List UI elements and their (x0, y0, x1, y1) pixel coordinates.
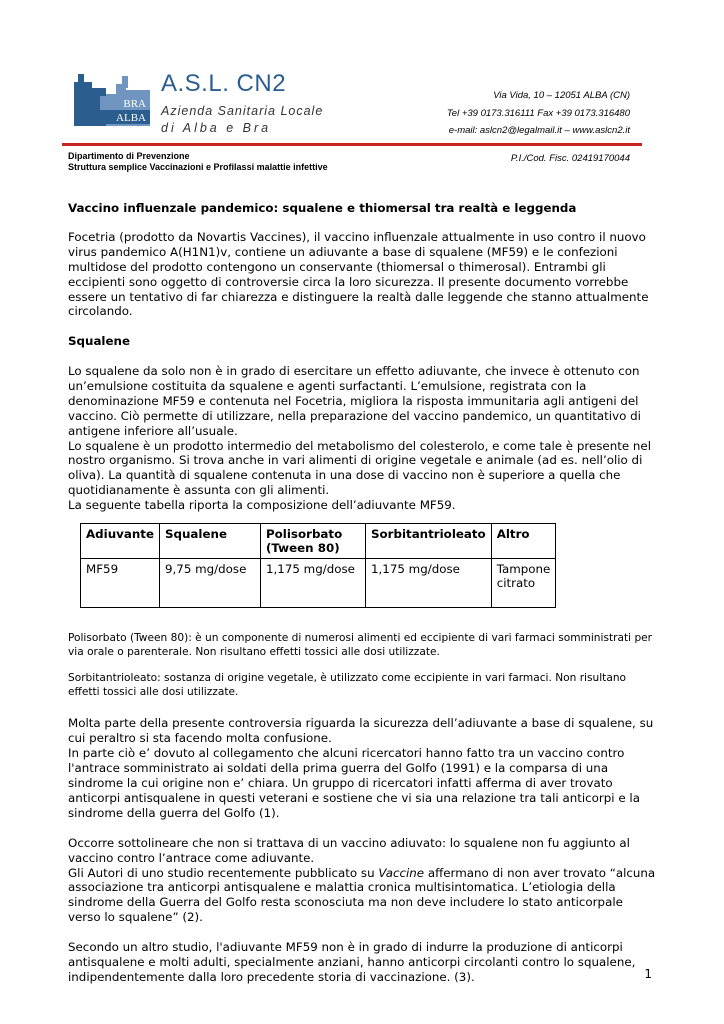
vat-number: P.I./Cod. Fisc. 02419170044 (510, 153, 630, 164)
org-name: A.S.L. CN2 (161, 70, 287, 97)
study-text-before: Gli Autori di uno studio recentemente pubblicato su (68, 865, 379, 880)
asl-logo (72, 72, 152, 126)
email-web: e-mail: aslcn2@legalmail.it – www.aslcn2.it (448, 125, 630, 136)
table-row (81, 559, 556, 608)
table-cell: 1,175 mg/dose (365, 559, 491, 608)
table-header-row (81, 524, 556, 559)
logo-tag-bottom: ALBA (116, 112, 146, 124)
composition-table (80, 523, 556, 608)
document-body (68, 201, 658, 985)
section-heading-squalene: Squalene (68, 334, 130, 349)
table-header-cell: Sorbitantrioleato (365, 524, 491, 559)
squalene-paragraph-2: Lo squalene è un prodotto intermedio del metabolismo del colesterolo, e come tale è presente nel nostro organismo. Si trova anche in vari alimenti di origine vegetale e animale (ad es. nell’olio di oliva). La quantità di squalene contenuta in una dose di vaccino non è superiore a quella che quotidianamente è assunta con gli alimenti. (68, 438, 652, 498)
org-location: di Alba e Bra (161, 121, 272, 135)
table-cell: Tampone citrato (491, 559, 556, 608)
squalene-paragraph-3: La seguente tabella riporta la composizione dell’adiuvante MF59. (68, 498, 456, 513)
header-rule (62, 143, 642, 146)
phone-fax: Tel +39 0173.316111 Fax +39 0173.316480 (446, 108, 630, 119)
footnote-sorbitantrioleato: Sorbitantrioleato: sostanza di origine vegetale, è utilizzato come eccipiente in vari farmaci. Non risultano effetti tossici alle dosi utilizzate. (68, 672, 627, 698)
footnote-polisorbato: Polisorbato (Tween 80): è un componente di numerosi alimenti ed eccipiente di vari farmaci somministrati per via orale o parenterale. Non risultano effetti tossici alle dosi utilizzate. (68, 632, 653, 658)
paragraph-gulf-war: In parte ciò e’ dovuto al collegamento che alcuni ricercatori hanno fatto tra un vaccino contro l'antrace somministrato ai soldati della prima guerra del Golfo (1991) e la comparsa di una sindrome la cui origine non e’ chiara. Un gruppo di ricercatori infatti afferma di aver trovato anticorpi antisqualene in questi veterani e sostiene che vi sia una relazione tra tali anticorpi e la sindrome della guerra del Golfo (1). (68, 746, 640, 820)
study-text-after: affermano di non aver trovato “alcuna associazione tra anticorpi antisqualene e malattia cronica multisintomatica. L’etiologia della sindrome della Guerra del Golfo resta sconosciuta ma non deve includere lo stato anticorpale verso lo squalene” (2). (68, 865, 656, 925)
table-header-cell: Polisorbato (Tween 80) (260, 524, 365, 559)
department: Dipartimento di Prevenzione (68, 151, 190, 161)
squalene-paragraph-1: Lo squalene da solo non è in grado di esercitare un effetto adiuvante, che invece è ottenuto con un’emulsione costituita da squalene e agenti surfactanti. L’emulsione, registrata con la denominazione MF59 e contenuta nel Focetria, migliora la risposta immunitaria agli antigeni del vaccino. Ciò permette di utilizzare, nella preparazione del vaccino pandemico, un quantitativo di antigene inferiore all’usuale. (68, 364, 641, 438)
document-title: Vaccino influenzale pandemico: squalene e thiomersal tra realtà e leggenda (68, 201, 577, 215)
department-block (68, 151, 328, 173)
journal-name: Vaccine (378, 865, 425, 880)
paragraph-not-adjuvated: Occorre sottolineare che non si trattava di un vaccino adiuvato: lo squalene non fu aggiunto al vaccino contro l’antrace come adiuvante. (68, 835, 630, 865)
table-cell: MF59 (81, 559, 160, 608)
intro-paragraph: Focetria (prodotto da Novartis Vaccines), il vaccino influenzale attualmente in uso contro il nuovo virus pandemico A(H1N1)v, contiene un adiuvante a base di squalene (MF59) e le confezioni multidose del prodotto contengono un conservante (thiomersal o thimerosal). Entrambi gli eccipienti sono oggetto di controversie circa la loro sicurezza. Il presente documento vorrebbe essere un tentativo di far chiarezza e distinguere la realtà dalle leggende che stanno attualmente circolando. (68, 229, 649, 319)
table-header-cell: Squalene (159, 524, 260, 559)
logo-tag-top: BRA (123, 98, 146, 110)
table-header-cell: Adiuvante (81, 524, 160, 559)
paragraph-controversy: Molta parte della presente controversia riguarda la sicurezza dell’adiuvante a base di squalene, su cui peraltro si sta facendo molta confusione. (68, 716, 654, 746)
page-number: 1 (644, 967, 652, 981)
structure: Struttura semplice Vaccinazioni e Profilassi malattie infettive (68, 162, 328, 172)
paragraph-vaccine-study (68, 866, 658, 926)
org-subtitle: Azienda Sanitaria Locale (161, 104, 324, 118)
address: Via Vida, 10 – 12051 ALBA (CN) (493, 90, 630, 101)
table-cell: 9,75 mg/dose (159, 559, 260, 608)
table-cell: 1,175 mg/dose (260, 559, 365, 608)
table-header-cell: Altro (491, 524, 556, 559)
paragraph-mf59-study: Secondo un altro studio, l'adiuvante MF59 non è in grado di indurre la produzione di anticorpi antisqualene e molti adulti, specialmente anziani, hanno anticorpi circolanti contro lo squalene, indipendentemente dalla loro precedente storia di vaccinazione. (3). (68, 940, 636, 984)
